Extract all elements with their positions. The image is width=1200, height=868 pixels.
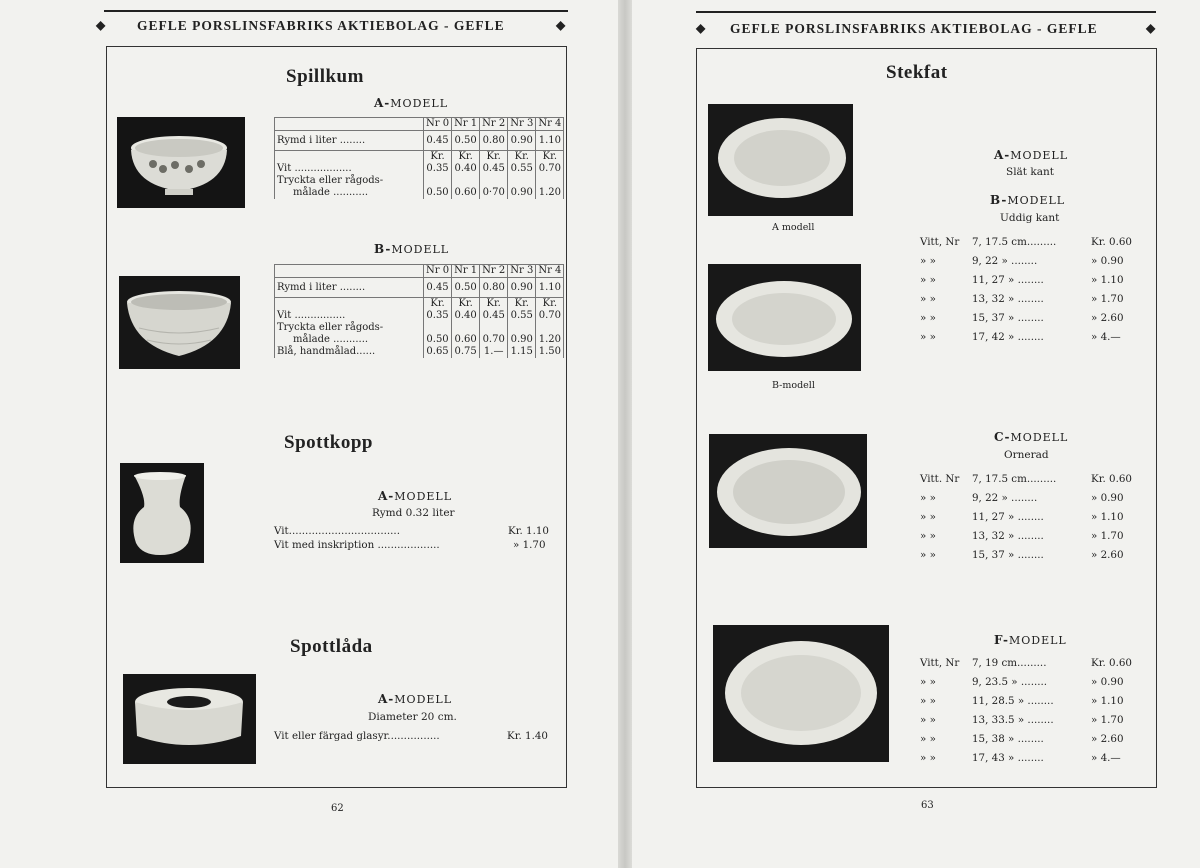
- book-gutter: [618, 0, 632, 868]
- cell: 0.90: [508, 187, 536, 199]
- model-heading: F-MODELL: [994, 633, 1067, 647]
- cell: 0.45: [424, 278, 452, 298]
- col-header: Nr 4: [536, 265, 564, 278]
- bowl-icon: [117, 117, 245, 208]
- cell: 0.50: [424, 187, 452, 199]
- price-row: [920, 733, 1138, 752]
- cell: 0.35: [424, 163, 452, 175]
- platter-icon: [709, 434, 867, 548]
- cell: Kr.: [424, 151, 452, 164]
- price-label: Vitt, Nr: [920, 236, 960, 248]
- cell: Kr.: [480, 151, 508, 164]
- price-value: » 1.10: [1091, 695, 1124, 707]
- cell: 0.50: [452, 131, 480, 151]
- price-label: » »: [920, 274, 936, 286]
- cell: 0.75: [452, 346, 480, 358]
- price-label: 7, 19 cm.........: [972, 657, 1047, 669]
- photo-caption: B-modell: [772, 380, 815, 391]
- price-label: » »: [920, 752, 936, 764]
- price-label: » »: [920, 293, 936, 305]
- price-label: 17, 43 » ........: [972, 752, 1044, 764]
- price-row: [920, 492, 1138, 511]
- col-header: Nr 0: [424, 118, 452, 131]
- row-label: Tryckta eller rågods-: [275, 322, 424, 334]
- cell: 0.50: [452, 278, 480, 298]
- row-label: Vit ................: [275, 310, 424, 322]
- price-label: » »: [920, 331, 936, 343]
- price-label: 9, 22 » ........: [972, 492, 1038, 504]
- price-row: [920, 752, 1138, 771]
- price-row: [920, 236, 1138, 255]
- col-header: Nr 3: [508, 118, 536, 131]
- cell: Kr.: [508, 298, 536, 311]
- row-label: målade ...........: [275, 187, 424, 199]
- row-label: Vit ..................: [275, 163, 424, 175]
- spillkum-b-table: [274, 264, 564, 358]
- diamond-icon: ◆: [696, 21, 707, 35]
- price-value: Kr. 1.40: [507, 730, 548, 742]
- spittoon-cup-photo: [120, 463, 204, 563]
- price-label: Vitt. Nr: [920, 473, 960, 485]
- price-row: [920, 530, 1138, 549]
- price-list-ab: [920, 236, 1138, 350]
- price-value: Kr. 1.10: [508, 525, 549, 537]
- section-title-stekfat: Stekfat: [886, 62, 948, 83]
- cell: 0.40: [452, 163, 480, 175]
- model-subtitle: Slät kant: [1006, 166, 1054, 178]
- price-label: » »: [920, 695, 936, 707]
- page-number: 62: [331, 803, 344, 814]
- cell: Kr.: [452, 298, 480, 311]
- diamond-icon: ◆: [556, 18, 567, 32]
- page-number: 63: [921, 800, 934, 811]
- price-label: 11, 27 » ........: [972, 511, 1044, 523]
- cell: 1.15: [508, 346, 536, 358]
- col-header: Nr 2: [480, 265, 508, 278]
- price-label: Vit eller färgad glasyr................: [274, 730, 440, 742]
- price-value: » 1.70: [1091, 293, 1124, 305]
- cell: 1.20: [536, 334, 564, 346]
- price-row: [920, 473, 1138, 492]
- price-label: 15, 37 » ........: [972, 549, 1044, 561]
- price-label: 11, 28.5 » ........: [972, 695, 1054, 707]
- cell: 0.60: [452, 187, 480, 199]
- price-row: [920, 255, 1138, 274]
- price-value: » 1.10: [1091, 511, 1124, 523]
- price-row: [920, 274, 1138, 293]
- photo-caption: A modell: [772, 222, 815, 233]
- price-list-c: [920, 473, 1138, 568]
- platter-icon: [708, 264, 861, 371]
- price-list-f: [920, 657, 1138, 771]
- header-text: GEFLE PORSLINSFABRIKS AKTIEBOLAG - GEFLE: [137, 18, 505, 33]
- price-row: [920, 676, 1138, 695]
- price-label: 13, 32 » ........: [972, 293, 1044, 305]
- price-row: [920, 511, 1138, 530]
- cell: 0.90: [508, 334, 536, 346]
- col-header: Nr 2: [480, 118, 508, 131]
- cell: 0.40: [452, 310, 480, 322]
- cell: Kr.: [536, 298, 564, 311]
- cell: 0.80: [480, 278, 508, 298]
- price-label: Vitt, Nr: [920, 657, 960, 669]
- price-label: 9, 22 » ........: [972, 255, 1038, 267]
- cell: 1.10: [536, 131, 564, 151]
- cell: 1.10: [536, 278, 564, 298]
- col-header: Nr 4: [536, 118, 564, 131]
- price-row: [920, 657, 1138, 676]
- cell: 0.60: [452, 334, 480, 346]
- section-title-spottkopp: Spottkopp: [284, 432, 373, 453]
- diamond-icon: ◆: [96, 18, 107, 32]
- price-label: 13, 32 » ........: [972, 530, 1044, 542]
- price-label: » »: [920, 530, 936, 542]
- price-row: [920, 312, 1138, 331]
- cell: 0.90: [508, 278, 536, 298]
- price-value: Kr. 0.60: [1091, 236, 1132, 248]
- platter-b-photo: [708, 264, 861, 371]
- price-label: Vit med inskription ...................: [274, 539, 440, 551]
- price-label: » »: [920, 511, 936, 523]
- bowl-b-photo: [119, 276, 240, 369]
- price-label: Vit..................................: [274, 525, 400, 537]
- cell: 0.45: [424, 131, 452, 151]
- platter-icon: [713, 625, 889, 762]
- price-label: » »: [920, 549, 936, 561]
- price-value: » 1.70: [1091, 714, 1124, 726]
- price-label: 7, 17.5 cm.........: [972, 473, 1057, 485]
- cell: 0.50: [424, 334, 452, 346]
- price-value: » 4.—: [1091, 752, 1121, 764]
- cell: 0.70: [536, 163, 564, 175]
- spillkum-a-table: [274, 117, 564, 199]
- model-heading: B-MODELL: [374, 242, 450, 256]
- model-heading: A-MODELL: [378, 489, 453, 503]
- cell: Kr.: [424, 298, 452, 311]
- row-label: Rymd i liter ........: [275, 131, 424, 151]
- price-row: [920, 695, 1138, 714]
- price-label: 11, 27 » ........: [972, 274, 1044, 286]
- right-page: [632, 0, 1200, 868]
- header-text: GEFLE PORSLINSFABRIKS AKTIEBOLAG - GEFLE: [730, 21, 1098, 36]
- price-label: » »: [920, 676, 936, 688]
- price-label: 17, 42 » ........: [972, 331, 1044, 343]
- cell: Kr.: [480, 298, 508, 311]
- section-title-spillkum: Spillkum: [286, 66, 364, 87]
- diameter-text: Diameter 20 cm.: [368, 711, 457, 723]
- price-value: » 1.70: [513, 539, 546, 551]
- col-header: Nr 1: [452, 265, 480, 278]
- header-rule: [696, 11, 1156, 13]
- price-value: » 1.10: [1091, 274, 1124, 286]
- price-label: 9, 23.5 » ........: [972, 676, 1048, 688]
- model-subtitle: Uddig kant: [1000, 212, 1060, 224]
- cell: 0.70: [480, 334, 508, 346]
- platter-icon: [708, 104, 853, 216]
- model-heading: A-MODELL: [374, 96, 449, 110]
- cell: Kr.: [508, 151, 536, 164]
- price-value: Kr. 0.60: [1091, 657, 1132, 669]
- model-heading: A-MODELL: [378, 692, 453, 706]
- row-label: målade ...........: [275, 334, 424, 346]
- row-label: Rymd i liter ........: [275, 278, 424, 298]
- cell: 0.45: [480, 163, 508, 175]
- price-value: » 0.90: [1091, 255, 1124, 267]
- col-header: Nr 0: [424, 265, 452, 278]
- capacity-text: Rymd 0.32 liter: [372, 507, 455, 519]
- price-value: » 2.60: [1091, 549, 1124, 561]
- cell: 1.20: [536, 187, 564, 199]
- cell: 0.90: [508, 131, 536, 151]
- cell: 1.—: [480, 346, 508, 358]
- row-label: Tryckta eller rågods-: [275, 175, 424, 187]
- section-title-spottlada: Spottlåda: [290, 636, 373, 657]
- cell: 0.55: [508, 310, 536, 322]
- cell: 0·70: [480, 187, 508, 199]
- price-label: » »: [920, 312, 936, 324]
- header-rule: [104, 10, 568, 12]
- price-label: 15, 37 » ........: [972, 312, 1044, 324]
- price-row: [920, 293, 1138, 312]
- bowl-icon: [119, 276, 240, 369]
- cell: 1.50: [536, 346, 564, 358]
- cell: 0.80: [480, 131, 508, 151]
- cell: 0.45: [480, 310, 508, 322]
- model-subtitle: Ornerad: [1004, 449, 1049, 461]
- cell: Kr.: [452, 151, 480, 164]
- dish-icon: [123, 674, 256, 764]
- model-heading: A-MODELL: [994, 148, 1069, 162]
- platter-a-photo: [708, 104, 853, 216]
- price-label: » »: [920, 492, 936, 504]
- price-value: » 0.90: [1091, 676, 1124, 688]
- cell: Kr.: [536, 151, 564, 164]
- cell: 0.35: [424, 310, 452, 322]
- cell: 0.70: [536, 310, 564, 322]
- price-label: 7, 17.5 cm.........: [972, 236, 1057, 248]
- platter-f-photo: [713, 625, 889, 762]
- row-label: Blå, handmålad......: [275, 346, 424, 358]
- price-value: Kr. 0.60: [1091, 473, 1132, 485]
- price-label: » »: [920, 733, 936, 745]
- model-heading: C-MODELL: [994, 430, 1069, 444]
- price-label: 15, 38 » ........: [972, 733, 1044, 745]
- price-value: » 2.60: [1091, 312, 1124, 324]
- platter-c-photo: [709, 434, 867, 548]
- col-header: Nr 3: [508, 265, 536, 278]
- spittoon-box-photo: [123, 674, 256, 764]
- diamond-icon: ◆: [1146, 21, 1157, 35]
- bowl-a-photo: [117, 117, 245, 208]
- price-value: » 2.60: [1091, 733, 1124, 745]
- vase-icon: [120, 463, 204, 563]
- model-heading: B-MODELL: [990, 193, 1066, 207]
- cell: 0.55: [508, 163, 536, 175]
- price-row: [920, 549, 1138, 568]
- price-label: » »: [920, 255, 936, 267]
- col-header: Nr 1: [452, 118, 480, 131]
- price-label: » »: [920, 714, 936, 726]
- price-value: » 0.90: [1091, 492, 1124, 504]
- price-value: » 4.—: [1091, 331, 1121, 343]
- cell: 0.65: [424, 346, 452, 358]
- price-row: [920, 714, 1138, 733]
- price-row: [920, 331, 1138, 350]
- price-value: » 1.70: [1091, 530, 1124, 542]
- price-label: 13, 33.5 » ........: [972, 714, 1054, 726]
